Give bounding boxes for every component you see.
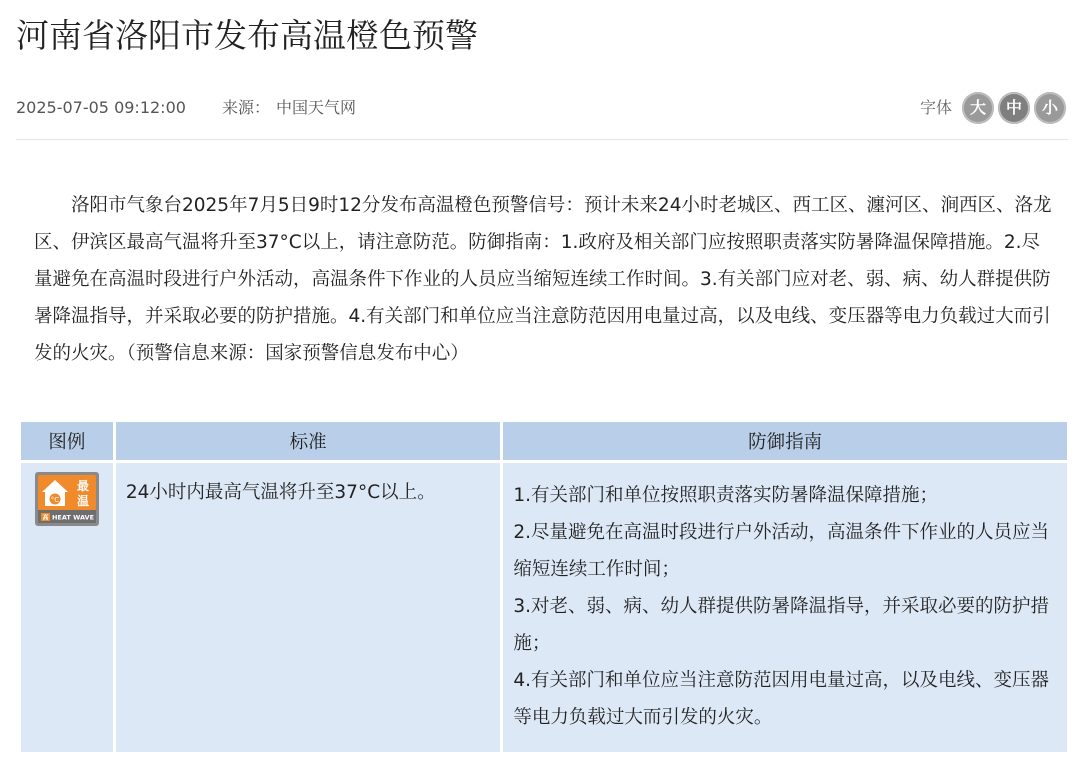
article-meta: [16, 94, 1068, 122]
meta-divider: [16, 139, 1068, 140]
article-body: 洛阳市气象台2025年7月5日9时12分发布高温橙色预警信号：预计未来24小时老城区、西工区、瀍河区、涧西区、洛龙区、伊滨区最高气温将升至37°C以上，请注意防范。防御指南：1.政府及相关部门应按照职责落实防暑降温保障措施。2.尽量避免在高温时段进行户外活动，高温条件下作业的人员应当缩短连续工作时间。3.有关部门应对老、弱、病、幼人群提供防暑降温指导，并采取必要的防护措施。4.有关部门和单位应当注意防范因用电量过高，以及电线、变压器等电力负载过大而引发的火灾。（预警信息来源：国家预警信息发布中心）: [34, 195, 1052, 364]
header-legend: 图例: [21, 422, 113, 460]
guide-item: 4.有关部门和单位应当注意防范因用电量过高，以及电线、变压器等电力负载过大而引发的火灾。: [513, 670, 1049, 728]
guide-item: 1.有关部门和单位按照职责落实防暑降温保障措施；: [513, 485, 938, 506]
table-row: [21, 460, 1067, 752]
source-label: 来源：: [222, 98, 271, 117]
svg-text:温: 温: [76, 494, 89, 508]
svg-text:最: 最: [76, 479, 89, 493]
guide-cell: [503, 460, 1067, 752]
guide-item: 2.尽量避免在高温时段进行户外活动，高温条件下作业的人员应当缩短连续工作时间；: [513, 522, 1049, 580]
header-standard: 标准: [116, 422, 500, 460]
heat-wave-orange-icon: [35, 472, 99, 526]
page-title: 河南省洛阳市发布高温橙色预警: [16, 16, 478, 55]
font-size-small-button[interactable]: 小: [1034, 92, 1066, 124]
svg-text:HEAT WAVE: HEAT WAVE: [51, 513, 94, 522]
publish-time: 2025-07-05 09:12:00: [16, 98, 186, 117]
warning-guide-table: [18, 422, 1070, 752]
svg-text:高: 高: [42, 514, 49, 522]
source-name: 中国天气网: [276, 98, 357, 117]
legend-cell: [21, 460, 113, 752]
source-info: [222, 94, 356, 122]
standard-cell: 24小时内最高气温将升至37°C以上。: [116, 460, 500, 752]
svg-text:°C: °C: [50, 496, 60, 504]
header-guide: 防御指南: [503, 422, 1067, 460]
guide-item: 3.对老、弱、病、幼人群提供防暑降温指导，并采取必要的防护措施；: [513, 596, 1049, 654]
font-size-label: 字体: [919, 98, 952, 117]
table-header-row: [21, 422, 1067, 460]
font-size-large-button[interactable]: 大: [962, 92, 994, 124]
font-size-control: [920, 92, 1066, 124]
font-size-medium-button[interactable]: 中: [998, 92, 1030, 124]
